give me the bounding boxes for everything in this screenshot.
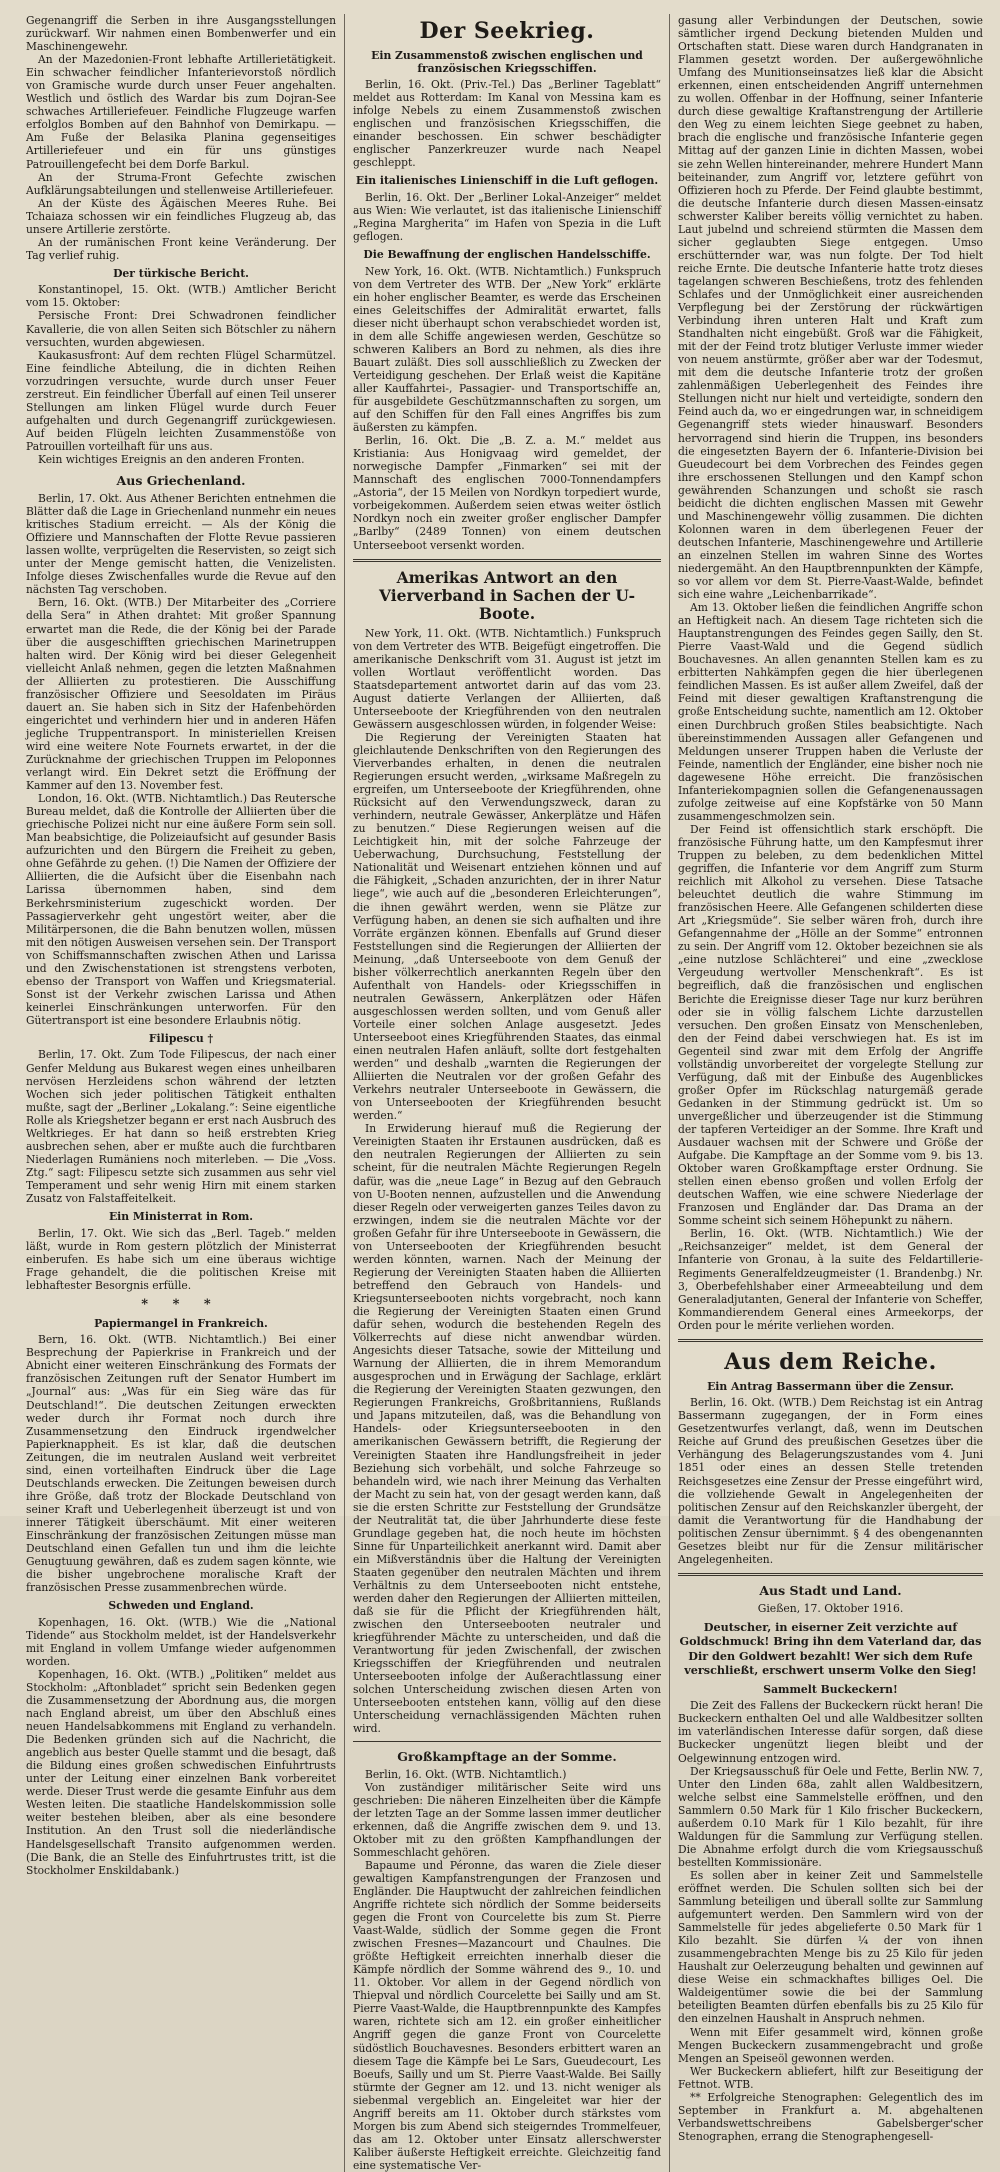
article-paragraph: Bapaume und Péronne, das waren die Ziele dieser gewaltigen Kampfanstrengungen der Franzosen und Engländer. Die Hauptwucht der zahlreichen feindlichen Angriffe richtete sich nördlich der Somme beiderseits gegen die Front von Courcelette bis zum St. Pierre Vaast-Walde, südlich der Somme gegen die Front zwischen Fresnes—Mazancourt und Chaulnes. Die größte Heftigkeit erreichten innerhalb dieser die Kämpfe nördlich der Somme während des 9., 10. und 11. Oktober. Vor allem in der Gegend nördlich von Thiepval und nördlich Courcelette bei Sailly und am St. Pierre Vaast-Walde, die Hauptbrennpunkte des Kampfes waren, richtete sich am 12. ein großer einheitlicher Angriff gegen die ganze Front von Courcelette südöstlich Bouchavesnes. Besonders erbittert waren an diesem Tage die Kämpfe bei Le Sars, Gueudecourt, Les Boeufs, Sailly und um St. Pierre Vaast-Walde. Bei Sailly stürmte der Gegner am 12. und 13. nicht weniger als siebenmal vergeblich an. Eingeleitet war hier der Angriff bereits am 11. Oktober durch stärkstes vom Morgen bis zum Abend sich steigerndes Trommelfeuer, das am 12. Oktober unter Einsatz allerschwerster Kaliber äußerste Heftigkeit erreichte. Gleichzeitig fand eine systematische Ver- (353, 1858, 661, 2172)
section-headline: Aus Stadt und Land. (759, 1582, 902, 1598)
article-paragraph: Berlin, 16. Okt. Die „B. Z. a. M.“ meldet aus Kristiania: Aus Honigvaag wird gemeldet, der norwegische Dampfer „Finmarken“ sei mit der Mannschaft des englischen 7000-Tonnendampfers „Astoria“, der 15 Meilen von Nordkyn torpediert wurde, vorbeigekommen. Außerdem seien etwas weiter östlich Nordkyn noch ein zweiter großer englischer Dampfer „Barlby“ (2489 Tonnen) von einem deutschen Unterseeboot versenkt worden. (353, 434, 661, 552)
section-headline: Der Seekrieg. (419, 18, 595, 44)
column-right (678, 14, 983, 2172)
section-heading: Filipescu † (148, 1031, 214, 1045)
appeal-notice: Deutscher, in eiserner Zeit verzichte auf Goldschmuck! Bring ihn dem Vaterland dar, das Dir den Goldwert bezahlt! Wer sich dem Rufe verschließt, erschwert unserm Volke den Sieg! (679, 1619, 982, 1678)
article-paragraph: Berlin, 16. Okt. (WTB. Nichtamtlich.) Wie der „Reichsanzeiger“ meldet, ist dem General der Infanterie von Gronau, à la suite des Feldartillerie-Regiments Generalfeldzeugmeister (1. Brandenbg.) Nr. 3, Oberbefehlshaber einer Armeeabteilung und dem Generaladjutanten, General der Infanterie von Scheffer, Kommandierendem General eines Armeekorps, der Orden pour le mérite verliehen worden. (678, 1227, 983, 1332)
article-paragraph: An der Küste des Ägäischen Meeres Ruhe. Bei Tchaiaza schossen wir ein feindliches Flugzeug ab, das unsere Artillerie zerstörte. (26, 196, 336, 236)
article-paragraph: Bern, 16. Okt. (WTB. Nichtamtlich.) Bei einer Besprechung der Papierkrise in Frankreich und der Abnicht einer weiteren Einschränkung des Formats der französischen Zeitungen ruft der Senator Humbert im „Journal“ aus: „Was für ein Sieg wäre das für Deutschland!“. Die deutschen Zeitungen erweckten weder durch ihr Format noch durch ihre Zusammensetzung den Eindruck irgendwelcher Papierknappheit. Es ist klar, daß die deutschen Zeitungen, die im neutralen Ausland weit verbreitet sind, einen vorteilhaften Eindruck über die Lage Deutschlands erwecken. Die Zeitungen beweisen durch ihre Größe, daß trotz der Blockade Deutschland von seiner Kraft und Ueberlegenheit überzeugt ist und von innerer Tätigkeit überschäumt. Mit einer weiteren Einschränkung der französischen Zeitungen müsse man Deutschland einen Gefallen tun und ihm die leichte Genugtuung gewähren, daß es zudem sagen könnte, wie die bisher ungebrochene moralische Kraft der französischen Presse zusammenbrechen würde. (26, 1333, 336, 1595)
column-rule (669, 14, 670, 2172)
column-rule (344, 14, 345, 2172)
article-heading: Amerikas Antwort an den Vierverband in Sachen der U-Boote. (378, 567, 636, 623)
article-paragraph: Persische Front: Drei Schwadronen feindlicher Kavallerie, die von allen Seiten sich Bötschler zu nähern versuchten, wurden abgewiesen. (26, 309, 336, 349)
article-paragraph: An der Struma-Front Gefechte zwischen Aufklärungsabteilungen und stellenweise Artilleriefeuer. (26, 170, 336, 197)
article-paragraph: Kaukasusfront: Auf dem rechten Flügel Scharmützel. Eine feindliche Abteilung, die in dichten Reihen vorzudringen versuchte, wurde durch unser Feuer zerstreut. Ein feindlicher Überfall auf einen Teil unserer Stellungen am linken Flügel wurde durch Feuer aufgehalten und durch Gegenangriff zurückgewiesen. Auf beiden Flügeln leichten Zusammenstöße von Patrouillen vorteilhaft für uns aus. (26, 348, 336, 453)
section-rule (678, 1339, 983, 1342)
article-paragraph: Von zuständiger militärischer Seite wird uns geschrieben: Die näheren Einzelheiten über die Kämpfe der letzten Tage an der Somme lassen immer deutlicher erkennen, daß die Angriffe zwischen dem 9. und 13. Oktober mit zu den größten Kampfhandlungen der Sommeschlacht gehören. (353, 1780, 661, 1859)
article-heading: Sammelt Buckeckern! (763, 1682, 898, 1696)
article-paragraph: Die Zeit des Fallens der Buckeckern rückt heran! Die Buckeckern enthalten Oel und alle Waldbesitzer sollten im vaterländischen Interesse dafür sorgen, daß diese Buckecker ungenützt liegen bleibt und der Oelgewinnung entzogen wird. (678, 1699, 983, 1765)
section-divider-stars: * * * (141, 1296, 221, 1312)
article-paragraph: Der Feind ist offensichtlich stark erschöpft. Die französische Führung hatte, um den Kampfesmut ihrer Truppen zu beleben, zu dem bedenklichen Mittel gegriffen, die Infanterie vor dem Angriff zum Sturm reichlich mit Alkohol zu versehen. Diese Tatsache beleuchtet deutlich die wahre Stimmung im französischen Heere. Alle Gefangenen schilderten diese Art „Kriegsmüde“. Sie selber wären froh, durch ihre Gefangennahme der „Hölle an der Somme“ entronnen zu sein. Der Angriff vom 12. Oktober bezeichnen sie als „eine nutzlose Schlächterei“ und eine „zwecklose Vergeudung wertvoller Menschenkraft“. Es ist begreiflich, daß die französischen und englischen Berichte die Ereignisse dieser Tage nur kurz berühren oder sie in völlig falschem Lichte darzustellen versuchen. Den großen Einsatz von Menschenleben, den der Feind dabei verschwiegen hat. Es ist im Gegenteil sind zwar mit dem Erfolg der Angriffe vollständig unvorbereitet der vorgelegte Stellung zur Verfügung, daß mit der Einbuße des Augenblickes großer Opfer im Rückschlag naturgemäß gerade Gedanken in der Stimmung gedrückt ist. Um so unvergeßlicher und überzeugender ist die Stimmung der tapferen Verteidiger an der Somme. Ihre Kraft und Ausdauer wachsen mit der Schwere und Größe der Aufgabe. Die Kampftage an der Somme vom 9. bis 13. Oktober waren Großkampftage erster Ordnung. Sie stellen einen ebenso großen und vollen Erfolg der deutschen Waffen, wie eine schwere Niederlage der Franzosen und Engländer dar. Das Drama an der Somme scheint sich seinem Höhepunkt zu nähern. (678, 822, 983, 1228)
section-heading: Ein Ministerrat in Rom. (108, 1210, 254, 1224)
article-paragraph: Berlin, 17. Okt. Aus Athener Berichten entnehmen die Blätter daß die Lage in Griechenland nunmehr ein neues kritisches Stadium erreicht. — Als der König die Offiziere und Mannschaften der Flotte Revue passieren lassen wollte, verprügelten die Reservisten, so zeigt sich unter der Menge gemischt hatten, die Venizelisten. Infolge dieses Zwischenfalles wurde die Revue auf den nächsten Tag verschoben. (26, 492, 336, 597)
column-left (26, 14, 336, 2172)
article-paragraph: Die Regierung der Vereinigten Staaten hat gleichlautende Denkschriften von den Regierungen des Vierverbandes erhalten, in denen die neutralen Regierungen ersucht werden, „wirksame Maßregeln zu ergreifen, um Unterseeboote der Kriegführenden, ohne Rücksicht auf den Verwendungszweck, daran zu verhindern, neutrale Gewässer, Ankerplätze und Häfen zu benutzen.“ Diese Regierungen weisen auf die Leichtigkeit hin, mit der solche Fahrzeuge der Ueberwachung, Durchsuchung, Feststellung der Nationalität und Weisenart entziehen können und auf die Fähigkeit, „Schaden anzurichten, der in ihrer Natur liege“, wie auch auf die „besonderen Erleichterungen“, die ihnen gewährt werden, wenn sie Plätze zur Verfügung haben, an denen sie sich aufhalten und ihre Vorräte ergänzen können. Ebenfalls auf Grund dieser Feststellungen sind die Regierungen der Alliierten der Meinung, „daß Unterseeboote von dem Genuß der bisher völkerrechtlich anerkannten Regeln über den Aufenthalt von Handels- oder Kriegsschiffen in neutralen Gewässern, Ankerplätzen oder Häfen ausgeschlossen werden sollten, und vom Genuß aller Vorteile einer solchen Anlage ausgesetzt. Jedes Unterseeboot eines Kriegführenden Staates, das einmal einen neutralen Hafen anläuft, sollte dort festgehalten werden“ und deshalb „warnten die Regierungen der Alliierten die Neutralen vor der großen Gefahr des Verkehrs neutraler Unterseeboote in Gewässern, die von Unterseebooten der Kriegführenden besucht werden.“ (353, 730, 661, 1123)
article-paragraph: Wer Buckeckern abliefert, hilft zur Beseitigung der Fettnot. WTB. (678, 2064, 983, 2091)
section-heading: Aus Griechenland. (116, 473, 246, 489)
section-rule (353, 559, 661, 562)
article-paragraph: Der Kriegsausschuß für Oele und Fette, Berlin NW. 7, Unter den Linden 68a, zahlt allen Waldbesitzern, welche selbst eine Sammelstelle eröffnen, und den Sammlern 0.50 Mark für 1 Kilo frischer Buckeckern, außerdem 0.10 Mark für 1 Kilo bezahlt, für ihre Waldungen für die Sammlung zur Verfügung stellen. Die Abnahme erfolgt durch die vom Kriegsausschuß bestellten Kommissionäre. (678, 1764, 983, 1869)
article-paragraph: gasung aller Verbindungen der Deutschen, sowie sämtlicher irgend Deckung bietenden Mulden und Ortschaften statt. Diese waren durch Handgranaten in Flammen gesetzt worden. Der außergewöhnliche Umfang des Munitionseinsatzes ließ klar die Absicht erkennen, einen entscheidenden Angriff unternehmen zu wollen. Offenbar in der Hoffnung, seiner Infanterie durch diese gewaltige Kraftanstrengung der Artillerie den Weg zu einem leichten Siege geebnet zu haben, brach die englische und französische Infanterie gegen Mittag auf der ganzen Linie in dichten Massen, wobei sie zehn Wellen hintereinander, mehrere Hundert Mann beiteinander, zum Angriff vor, letztere geführt von Offizieren hoch zu Pferde. Der Feind glaubte bestimmt, die deutsche Infanterie durch diesen Massen-einsatz schwerster Kaliber bereits völlig vernichtet zu haben. Laut jubelnd und schreiend stürmten die Massen dem sicher geglaubten Siege entgegen. Umso erschütternder war, was nun folgte. Der Tod hielt reiche Ernte. Die deutsche Infanterie hatte trotz dieses tagelangen schweren Beschießens, trotz des fehlenden Schlafes und der Unmöglichkeit einer ausreichenden Verpflegung bei der Zerstörung der rückwärtigen Verbindung ihren unteren Halt und Kraft zum Standhalten nicht eingebüßt. Groß war die Fähigkeit, mit der der Feind trotz blutiger Verluste immer wieder von neuem anstürmte, größer aber war der Todesmut, mit dem die deutsche Infanterie trotz der großen zahlenmäßigen Ueberlegenheit des Feindes ihre Stellungen nicht nur hielt und verteidigte, sondern den Feind auch da, wo er eingedrungen war, in schneidigem Gegenangriff stets wieder hinauswarf. Besonders hervorragend sind hierin die Truppen, ins besonders die eingesetzten Bayern der 6. Infanterie-Division bei Gueudecourt bei dem Vorbrechen des Feindes gegen ihre erschossenen Stellungen und den Kampf schon gewährenden Schanzungen und schoßt sie rasch beidicht die dichten englischen Massen mit Gewehr und Maschinengewehr völlig zusammen. Die dichten Kolonnen waren in dem überlegenen Feuer der deutschen Infanterie, Maschinengewehre und Artillerie an einzelnen Stellen im wahren Sinne des Wortes niedergemäht. An den Hauptbrennpunkten der Kämpfe, so vor allem vor dem St. Pierre-Vaast-Walde, befindet sich eine wahre „Leichenbarrikade“. (678, 14, 983, 602)
article-paragraph: An der rumänischen Front keine Veränderung. Der Tag verlief ruhig. (26, 235, 336, 262)
article-paragraph: Kopenhagen, 16. Okt. (WTB.) Wie die „National Tidende“ aus Stockholm meldet, ist der Handelsverkehr mit England in vollem Umfange wieder aufgenommen worden. (26, 1615, 336, 1668)
article-heading: Großkampftage an der Somme. (397, 1748, 617, 1764)
article-paragraph: Es sollen aber in keiner Zeit und Sammelstelle eröffnet werden. Die Schulen sollten sich bei der Sammlung beteiligen und überall sollte zur Sammlung aufgemuntert werden. Den Sammlern wird von der Sammelstelle für jedes abgelieferte 0.50 Mark für 1 Kilo bezahlt. Sie dürfen ¼ der von ihnen zusammengebrachten Menge bis zu 25 Kilo für jeden Haushalt zur Oelerzeugung behalten und gewinnen auf diese Weise ein schmackhaftes billiges Oel. Die Waldeigentümer sowie die bei der Sammlung beteiligten Beamten dürfen ebenfalls bis zu 25 Kilo für den einzelnen Haushalt in Anspruch nehmen. (678, 1868, 983, 2026)
article-heading: Ein Antrag Bassermann über die Zensur. (707, 1379, 954, 1393)
section-rule (678, 1573, 983, 1576)
article-paragraph: Kopenhagen, 16. Okt. (WTB.) „Politiken“ meldet aus Stockholm: „Aftonbladet“ spricht sein Bedenken gegen die Zusammensetzung der Abordnung aus, die morgen nach England abreist, um über den Abschluß eines neuen Handelsabkommens mit England zu verhandeln. Die Bedenken gründen sich auf die Nachricht, die angeblich aus bester Quelle stammt und die besagt, daß die Bildung eines großen schwedischen Einfuhrtrusts unter der Leitung einer einzelnen Bank vorbereitet werde. Dieser Trust werde die gesamte Einfuhr aus dem Westen leiten. Die staatliche Handelskommission solle weiter bestehen bleiben, aber als eine besondere Institution. An den Trust soll die niederländische Handelsgesellschaft Transito aufgenommen werden. (Die Bank, die an Stelle des Einfuhrtrustes tritt, ist die Stockholmer Enskildabank.) (26, 1667, 336, 1877)
article-paragraph: Berlin, 16. Okt. (WTB.) Dem Reichstag ist ein Antrag Bassermann zugegangen, der in Form eines Gesetzentwurfes verlangt, daß, wenn im Deutschen Reiche auf Grund des preußischen Gesetzes über die Verhängung des Belagerungszustandes vom 4. Juni 1851 oder eines an dessen Stelle tretenden Reichsgesetzes eine Zensur der Presse eingeführt wird, die vollziehende Gewalt in Angelegenheiten der politischen Zensur auf den Reichskanzler übergeht, der damit die Verantwortung für die Handhabung der politischen Zensur übernimmt. § 4 des obengenannten Gesetzes bleibt nur für die Zensur militärischer Angelegenheiten. (678, 1396, 983, 1566)
article-paragraph: Berlin, 16. Okt. (WTB. Nichtamtlich.) (365, 1767, 567, 1781)
article-paragraph: London, 16. Okt. (WTB. Nichtamtlich.) Das Reutersche Bureau meldet, daß die Kontrolle der Alliierten über die griechische Polizei nicht nur eine äußere Form sein soll. Man beabsichtige, die Polizeiaufsicht auf gesunder Basis aufzurichten und den Bürgern die Freiheit zu geben, ohne Gefährde zu gehen. (!) Die Namen der Offiziere der Alliierten, die die Aufsicht über die Eisenbahn nach Larissa übernommen haben, sind dem Berkehrsministerium zugeschickt worden. Der Passagierverkehr geht ungestört weiter, aber die Militärpersonen, die die Bahn benutzen wollen, müssen mit den nötigen Ausweisen versehen sein. Der Transport von Schiffsmannschaften zwischen Athen und Larissa und den Zwischenstationen ist strengstens verboten, ebenso der Transport von Waffen und Kriegsmaterial. Sonst ist der Verkehr zwischen Larissa und Athen keinerlei Einschränkungen unterworfen. Für den Gütertransport ist eine besondere Erlaubnis nötig. (26, 792, 336, 1027)
article-paragraph: Kein wichtiges Ereignis an den anderen Fronten. (38, 453, 305, 466)
article-paragraph: Konstantinopel, 15. Okt. (WTB.) Amtlicher Bericht vom 15. Oktober: (26, 283, 336, 310)
article-paragraph: Berlin, 16. Okt. (Priv.-Tel.) Das „Berliner Tageblatt“ meldet aus Rotterdam: Im Kanal von Messina kam es infolge Nebels zu einem Zusammenstoß zwischen englischen und französischen Kriegsschiffen, die einander beschossen. Ein schwer beschädigter englischer Panzerkreuzer wurde nach Neapel geschleppt. (353, 78, 661, 170)
article-heading: Die Bewaffnung der englischen Handelsschiffe. (363, 248, 651, 262)
column-middle (353, 14, 661, 2172)
article-paragraph: Wenn mit Eifer gesammelt wird, können große Mengen Buckeckern zusammengebracht und große Mengen an Speiseöl gewonnen werden. (678, 2025, 983, 2065)
dateline: Gießen, 17. Oktober 1916. (757, 1601, 904, 1615)
article-paragraph: Berlin, 17. Okt. Zum Tode Filipescus, der nach einer Genfer Meldung aus Bukarest wegen eines unheilbaren nervösen Herzleidens schon während der letzten Wochen sich jeder politischen Tätigkeit enthalten mußte, sagt der „Berliner „Lokalang.“: Seine eigentliche Rolle als Kriegshetzer begann er erst nach Ausbruch des Weltkrieges. Er hat dann so heiß erstrebten Krieg ausbrechen sehen, aber er mußte auch die furchtbaren Niederlagen Rumäniens noch miterleben. — Die „Voss. Ztg.“ sagt: Filipescu setzte sich zusammen aus sehr viel Temperament und sehr wenig Hirn mit einem starken Zusatz von Falstaffeitelkeit. (26, 1048, 336, 1205)
article-heading: Ein Zusammenstoß zwischen englischen und französischen Kriegsschiffen. (371, 49, 643, 75)
section-rule (353, 1741, 661, 1742)
article-paragraph: Bern, 16. Okt. (WTB.) Der Mitarbeiter des „Corriere della Sera“ in Athen drahtet: Mit großer Spannung erwartet man die Rede, die der König bei der Parade über die ausgeschifften griechischen Marinetruppen halten wird. Der König wird bei dieser Gelegenheit vielleicht Anlaß nehmen, gegen die letzten Maßnahmen der Alliierten zu protestieren. Die Ausschiffung französischer Offiziere und Seesoldaten im Piräus dauert an. Sie haben sich in Sitz der Hafenbehörden eingerichtet und verhindern hier und in anderen Häfen jegliche Truppentransport. In ministeriellen Kreisen wird eine weitere Note Fournets erwartet, in der die Zurücknahme der griechischen Truppen im Peloponnes verlangt wird. Ein Dekret setzt die Eröffnung der Kammer auf den 13. November fest. (26, 596, 336, 793)
article-paragraph: New York, 11. Okt. (WTB. Nichtamtlich.) Funkspruch von dem Vertreter des WTB. Beigefügt eingetroffen. Die amerikanische Denkschrift vom 31. August ist jetzt im vollen Wortlaut veröffentlicht worden. Das Staatsdepartement antwortet darin auf das vom 23. August datierte Verlangen der Alliierten, daß Unterseeboote der Kriegführenden von den neutralen Gewässern ausgeschlossen würden, in folgender Weise: (353, 626, 661, 731)
section-heading: Papiermangel in Frankreich. (94, 1316, 268, 1330)
article-paragraph: An der Mazedonien-Front lebhafte Artillerietätigkeit. Ein schwacher feindlicher Infanterievorstoß nördlich von Gramische wurde durch unser Feuer angehalten. Westlich und östlich des Wardar bis zum Dojran-See schwaches Artilleriefeuer. Feindliche Flugzeuge warfen erfolglos Bomben auf den Bahnhof von Demirkapu. — Am Fuße der Belasika Planina gegenseitiges Artilleriefeuer und ein für uns günstiges Patrouillengefecht bei dem Dorfe Barkul. (26, 53, 336, 171)
article-paragraph: ** Erfolgreiche Stenographen: Gelegentlich des im September in Frankfurt a. M. abgehaltenen Verbandswettschreibens Gabelsberger'scher Stenographen, errang die Stenographengesell- (678, 2090, 983, 2143)
article-heading: Ein italienisches Linienschiff in die Luft geflogen. (355, 174, 659, 188)
article-paragraph: New York, 16. Okt. (WTB. Nichtamtlich.) Funkspruch von dem Vertreter des WTB. Der „New York“ erklärte ein hoher englischer Beamter, es werde das Erscheinen eines Geleitschiffes der Admiralität erwartet, falls dieser nicht überhaupt schon verabschiedet worden ist, in dem alle Schiffe angewiesen werden, Geschütze so schweren Kalibers an Bord zu nehmen, als dies ihre Bauart zuläßt. Dies soll ausschließlich zu Zwecken der Verteidigung geschehen. Der Erlaß weist die Kapitäne aller Kauffahrtei-, Passagier- und Transportschiffe an, für ausgebildete Geschützmannschaften zu sorgen, um auf den Schiffen für den Fall eines Angriffes bis zum äußersten zu kämpfen. (353, 264, 661, 435)
section-headline: Aus dem Reiche. (724, 1348, 937, 1375)
section-heading: Schweden und England. (108, 1599, 254, 1613)
article-paragraph: Berlin, 17. Okt. Wie sich das „Berl. Tageb.“ melden läßt, wurde in Rom gestern plötzlich der Ministerrat einberufen. Es habe sich um eine überaus wichtige Frage gehandelt, die die politischen Kreise mit lebhaftester Besorgnis erfülle. (26, 1226, 336, 1292)
article-paragraph: In Erwiderung hierauf muß die Regierung der Vereinigten Staaten ihr Erstaunen ausdrücken, daß es den neutralen Regierungen der Alliierten zu sein scheint, für die neutralen Mächte Regierungen Regeln dafür, was die „neue Lage“ in Bezug auf den Gebrauch von U-Booten nennen, aufzustellen und die Anwendung dieser Regeln oder verweigerten ganzes Teiles davon zu erzwingen, indem sie die neutralen Mächte vor der großen Gefahr für ihre Unterseeboote in Gewässern, die von Unterseebooten der Kriegführenden besucht werden könnten, warnen. Nach der Meinung der Regierung der Vereinigten Staaten haben die Alliierten betreffend den Gebrauch von Handels- und Kriegsunterseebooten nichts vorgebracht, noch kann die Regierung der Vereinigten Staaten einen Grund dafür sehen, wodurch die bestehenden Regeln des Völkerrechts auf diese nicht anwendbar würden. Angesichts dieser Tatsache, sowie der Mitteilung und Warnung der Alliierten, die in ihrem Memorandum ausgesprochen und in Erwägung der Sachlage, erklärt die Regierung der Vereinigten Staaten gezwungen, den Regierungen Frankreichs, Großbritanniens, Rußlands und Japans mitzuteilen, daß, was die Behandlung von Handels- oder Kriegsunterseebooten in den amerikanischen Gewässern betrifft, die Regierung der Vereinigten Staaten ihre Handlungsfreiheit in jeder Beziehung sich vorbehält, und solche Fahrzeuge so behandeln wird, wie nach ihrer Meinung das Verhalten der Macht zu sein hat, von der gesagt werden kann, daß sie die ersten Schritte zur Feststellung der Grundsätze der Neutralität tat, die über Jahrhunderte diese feste Grundlage gegeben hat, die noch heute im höchsten Sinne für Unparteilichkeit anerkannt wird. Damit aber ein Mißverständnis über die Haltung der Vereinigten Staaten gegenüber den neutralen Mächten und ihrem Verhältnis zu dem Unterseebooten nicht entstehe, werden daher den Regierungen der Alliierten mitteilen, daß sie für die Pflicht der Kriegführenden hält, zwischen den Unterseebooten neutraler und kriegführender Mächte zu unterscheiden, und daß die Verantwortung für jeden Zwischenfall, der zwischen Kriegsschiffen der Kriegführenden und neutralen Unterseebooten infolge der Außerachtlassung einer solchen Unterscheidung zwischen diesen Arten von Unterseebooten entstehen kann, völlig auf den diese Unterscheidung vernachlässigenden Mächten ruhen wird. (353, 1122, 661, 1736)
article-paragraph: Berlin, 16. Okt. Der „Berliner Lokal-Anzeiger“ meldet aus Wien: Wie verlautet, ist das italienische Linienschiff „Regina Margherita“ im Hafen von Spezia in die Luft geflogen. (353, 190, 661, 243)
section-heading: Der türkische Bericht. (113, 266, 249, 280)
article-paragraph: Am 13. Oktober ließen die feindlichen Angriffe schon an Heftigkeit nach. An diesem Tage richteten sich die Hauptanstrengungen des Feindes gegen Sailly, den St. Pierre Vaast-Wald und die Gegend südlich Bouchavesnes. An allen genannten Stellen kam es zu erbitterten Nahkämpfen gegen die hier überlegenen feindlichen Massen. Es ist außer allem Zweifel, daß der Feind mit dieser gewaltigen Kraftanstrengung die große Entscheidung suchte, namentlich am 12. Oktober einen Durchbruch großen Stiles beabsichtigte. Nach übereinstimmenden Aussagen aller Gefangenen und Meldungen unserer Truppen haben die Verluste der Feinde, namentlich der Engländer, eine bisher noch nie dagewesene Höhe erreicht. Die französischen Infanteriekompagnien sollen die Gefangenenaussagen zufolge zeitweise auf eine Kopfstärke von 50 Mann zusammengeschmolzen sein. (678, 601, 983, 823)
article-paragraph: Gegenangriff die Serben in ihre Ausgangsstellungen zurückwarf. Wir nahmen einen Bombenwerfer und ein Maschinengewehr. (26, 14, 336, 54)
